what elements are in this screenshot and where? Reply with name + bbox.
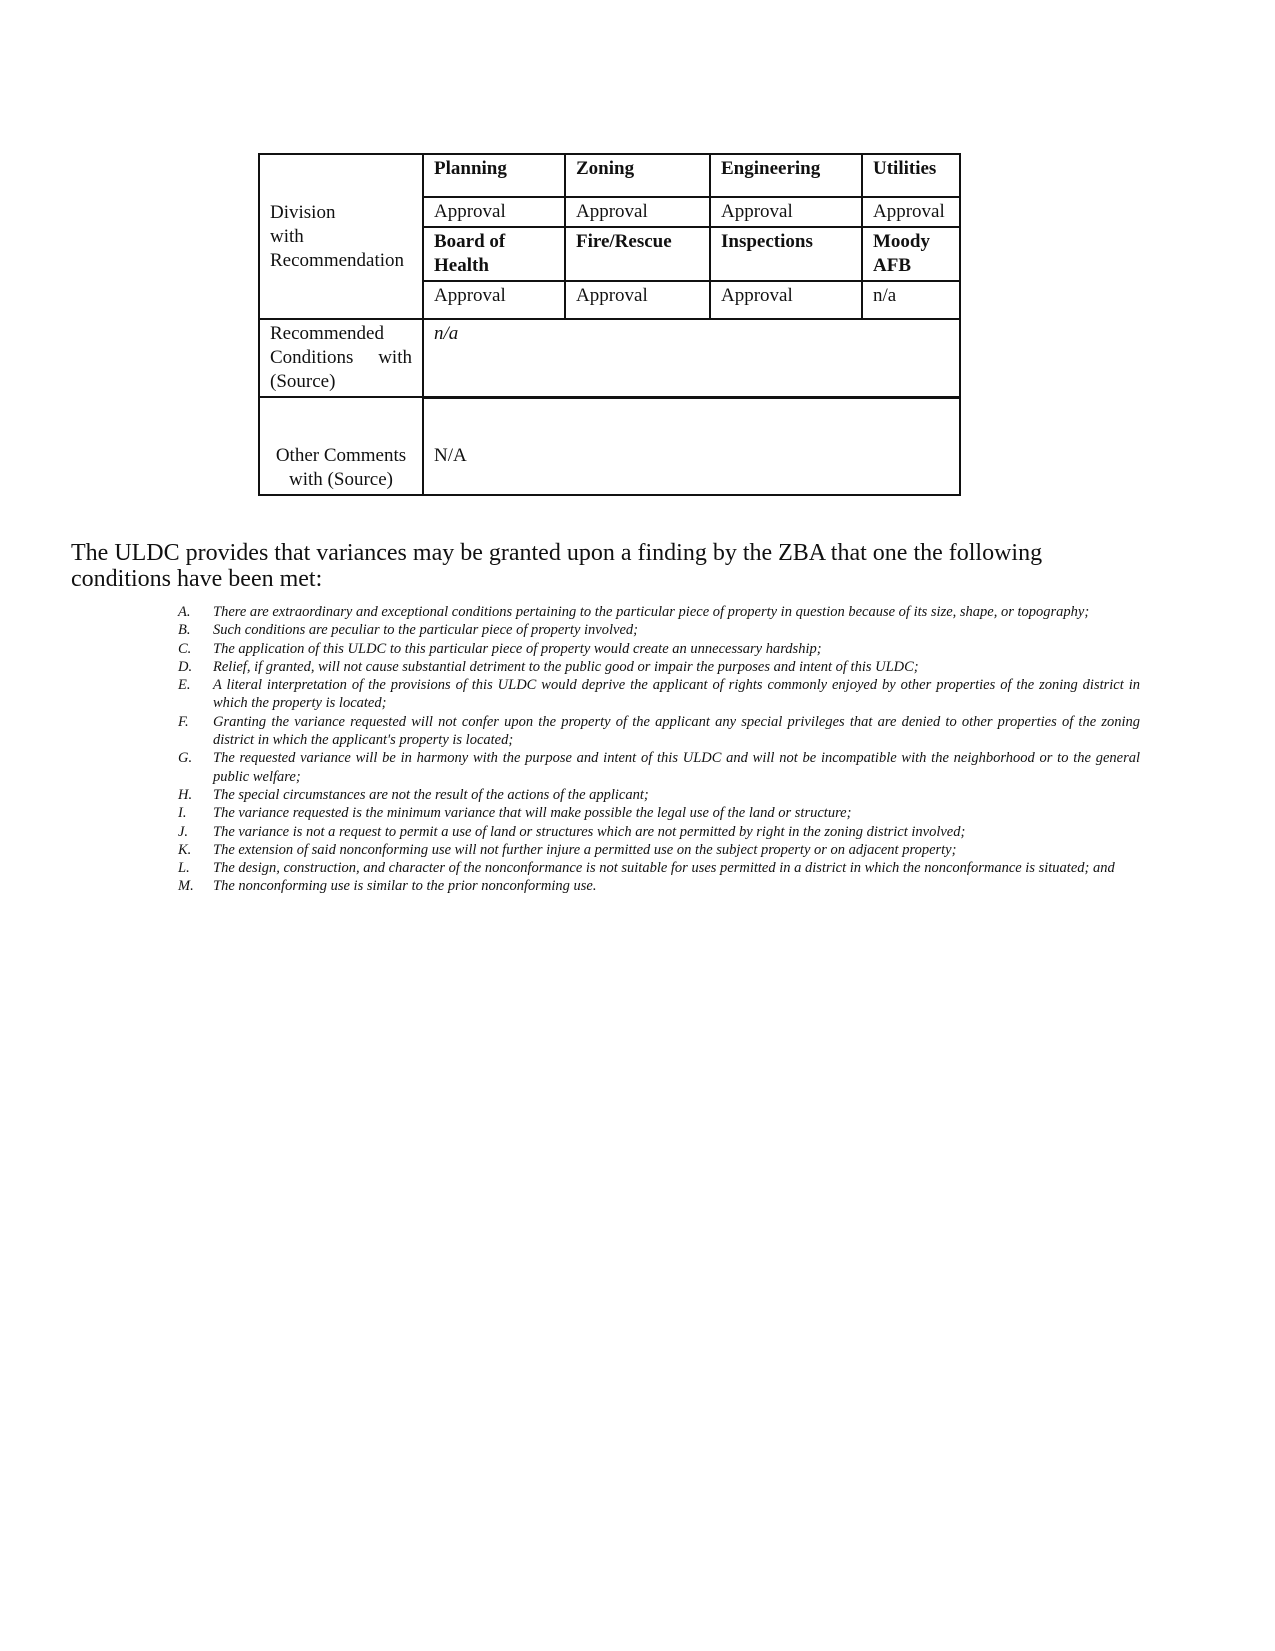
- division-recommendation: Approval: [423, 281, 565, 319]
- list-letter: J.: [178, 823, 189, 840]
- conditions-label-cell: [259, 319, 423, 397]
- list-item: [178, 823, 1140, 841]
- list-text: The variance requested is the minimum variance that will make possible the legal use of the land or structure;: [213, 805, 852, 822]
- list-letter: D.: [178, 658, 193, 675]
- list-letter: A.: [178, 604, 191, 620]
- list-item: [178, 841, 1140, 859]
- list-text: The special circumstances are not the result of the actions of the applicant;: [213, 786, 649, 803]
- list-text: The variance is not a request to permit a use of land or structures which are not permitted by right in the zoning district involved;: [213, 823, 966, 840]
- conditions-value: n/a: [423, 319, 960, 397]
- division-recommendation: Approval: [565, 197, 710, 227]
- list-text: Such conditions are peculiar to the particular piece of property involved;: [213, 622, 638, 639]
- comments-label-line: with (Source): [289, 469, 393, 490]
- list-text: The nonconforming use is similar to the prior nonconforming use.: [213, 878, 597, 895]
- list-item: [178, 713, 1140, 750]
- division-name: Inspections: [710, 227, 862, 281]
- conditions-label-line: Recommended: [270, 323, 384, 344]
- list-item: [178, 804, 1140, 822]
- list-letter: K.: [178, 841, 192, 858]
- list-item: [178, 603, 1140, 621]
- division-name: Utilities: [862, 154, 960, 197]
- division-name: Engineering: [710, 154, 862, 197]
- conditions-label-line: Conditions with: [270, 347, 412, 368]
- division-name: Fire/Rescue: [565, 227, 710, 281]
- division-recommendation: n/a: [862, 281, 960, 319]
- list-letter: M.: [178, 878, 194, 895]
- division-review-table: [258, 153, 961, 496]
- division-label-line: with: [270, 225, 304, 247]
- list-letter: B.: [178, 622, 191, 639]
- list-letter: E.: [178, 677, 191, 694]
- division-name: Board of Health: [423, 227, 565, 281]
- division-recommendation: Approval: [862, 197, 960, 227]
- list-letter: F.: [178, 713, 189, 730]
- division-name: Moody AFB: [862, 227, 960, 281]
- list-text: A literal interpretation of the provisions of this ULDC would deprive the applicant of rights commonly enjoyed by other properties of the zoning district in which the property is located;: [213, 677, 1140, 712]
- list-item: [178, 676, 1140, 713]
- list-text: There are extraordinary and exceptional conditions pertaining to the particular piece of property in question because of its size, shape, or topography;: [213, 604, 1090, 620]
- list-item: [178, 877, 1140, 895]
- list-letter: C.: [178, 640, 192, 657]
- list-letter: G.: [178, 750, 193, 767]
- list-item: [178, 859, 1140, 877]
- conditions-list: [178, 603, 1140, 896]
- list-item: [178, 621, 1140, 639]
- division-recommendation: Approval: [710, 281, 862, 319]
- list-text: The requested variance will be in harmony with the purpose and intent of this ULDC and will not be incompatible with the neighborhood or to the general public welfare;: [213, 750, 1140, 785]
- division-label-line: Recommendation: [270, 249, 405, 271]
- division-recommendation: Approval: [423, 197, 565, 227]
- conditions-label-line: (Source): [270, 371, 336, 392]
- division-label-line: Division: [270, 201, 336, 223]
- list-text: The extension of said nonconforming use will not further injure a permitted use on the subject property or on adjacent property;: [213, 841, 957, 858]
- list-text: Relief, if granted, will not cause substantial detriment to the public good or impair the purposes and intent of this ULDC;: [213, 658, 919, 675]
- division-name: Planning: [423, 154, 565, 197]
- comments-label-cell: [259, 397, 423, 495]
- list-item: [178, 658, 1140, 676]
- division-name: Zoning: [565, 154, 710, 197]
- list-item: [178, 749, 1140, 786]
- comments-label-line: Other Comments: [275, 445, 407, 466]
- list-item: [178, 786, 1140, 804]
- intro-paragraph: The ULDC provides that variances may be granted upon a finding by the ZBA that one the following conditions have been met:: [71, 540, 1043, 592]
- division-recommendation: Approval: [565, 281, 710, 319]
- list-item: [178, 640, 1140, 658]
- division-label-cell: [259, 154, 423, 319]
- list-letter: I.: [178, 805, 187, 822]
- list-text: The design, construction, and character of the nonconformance is not suitable for uses permitted in a district in which the nonconformance is situated; and: [213, 860, 1115, 877]
- list-letter: L.: [178, 860, 190, 877]
- list-text: Granting the variance requested will not confer upon the property of the applicant any special privileges that are denied to other properties of the zoning district in which the applicant's property is located;: [213, 713, 1140, 749]
- division-recommendation: Approval: [710, 197, 862, 227]
- comments-value: N/A: [423, 397, 960, 495]
- list-text: The application of this ULDC to this particular piece of property would create an unnecessary hardship;: [213, 640, 822, 657]
- list-letter: H.: [178, 786, 193, 803]
